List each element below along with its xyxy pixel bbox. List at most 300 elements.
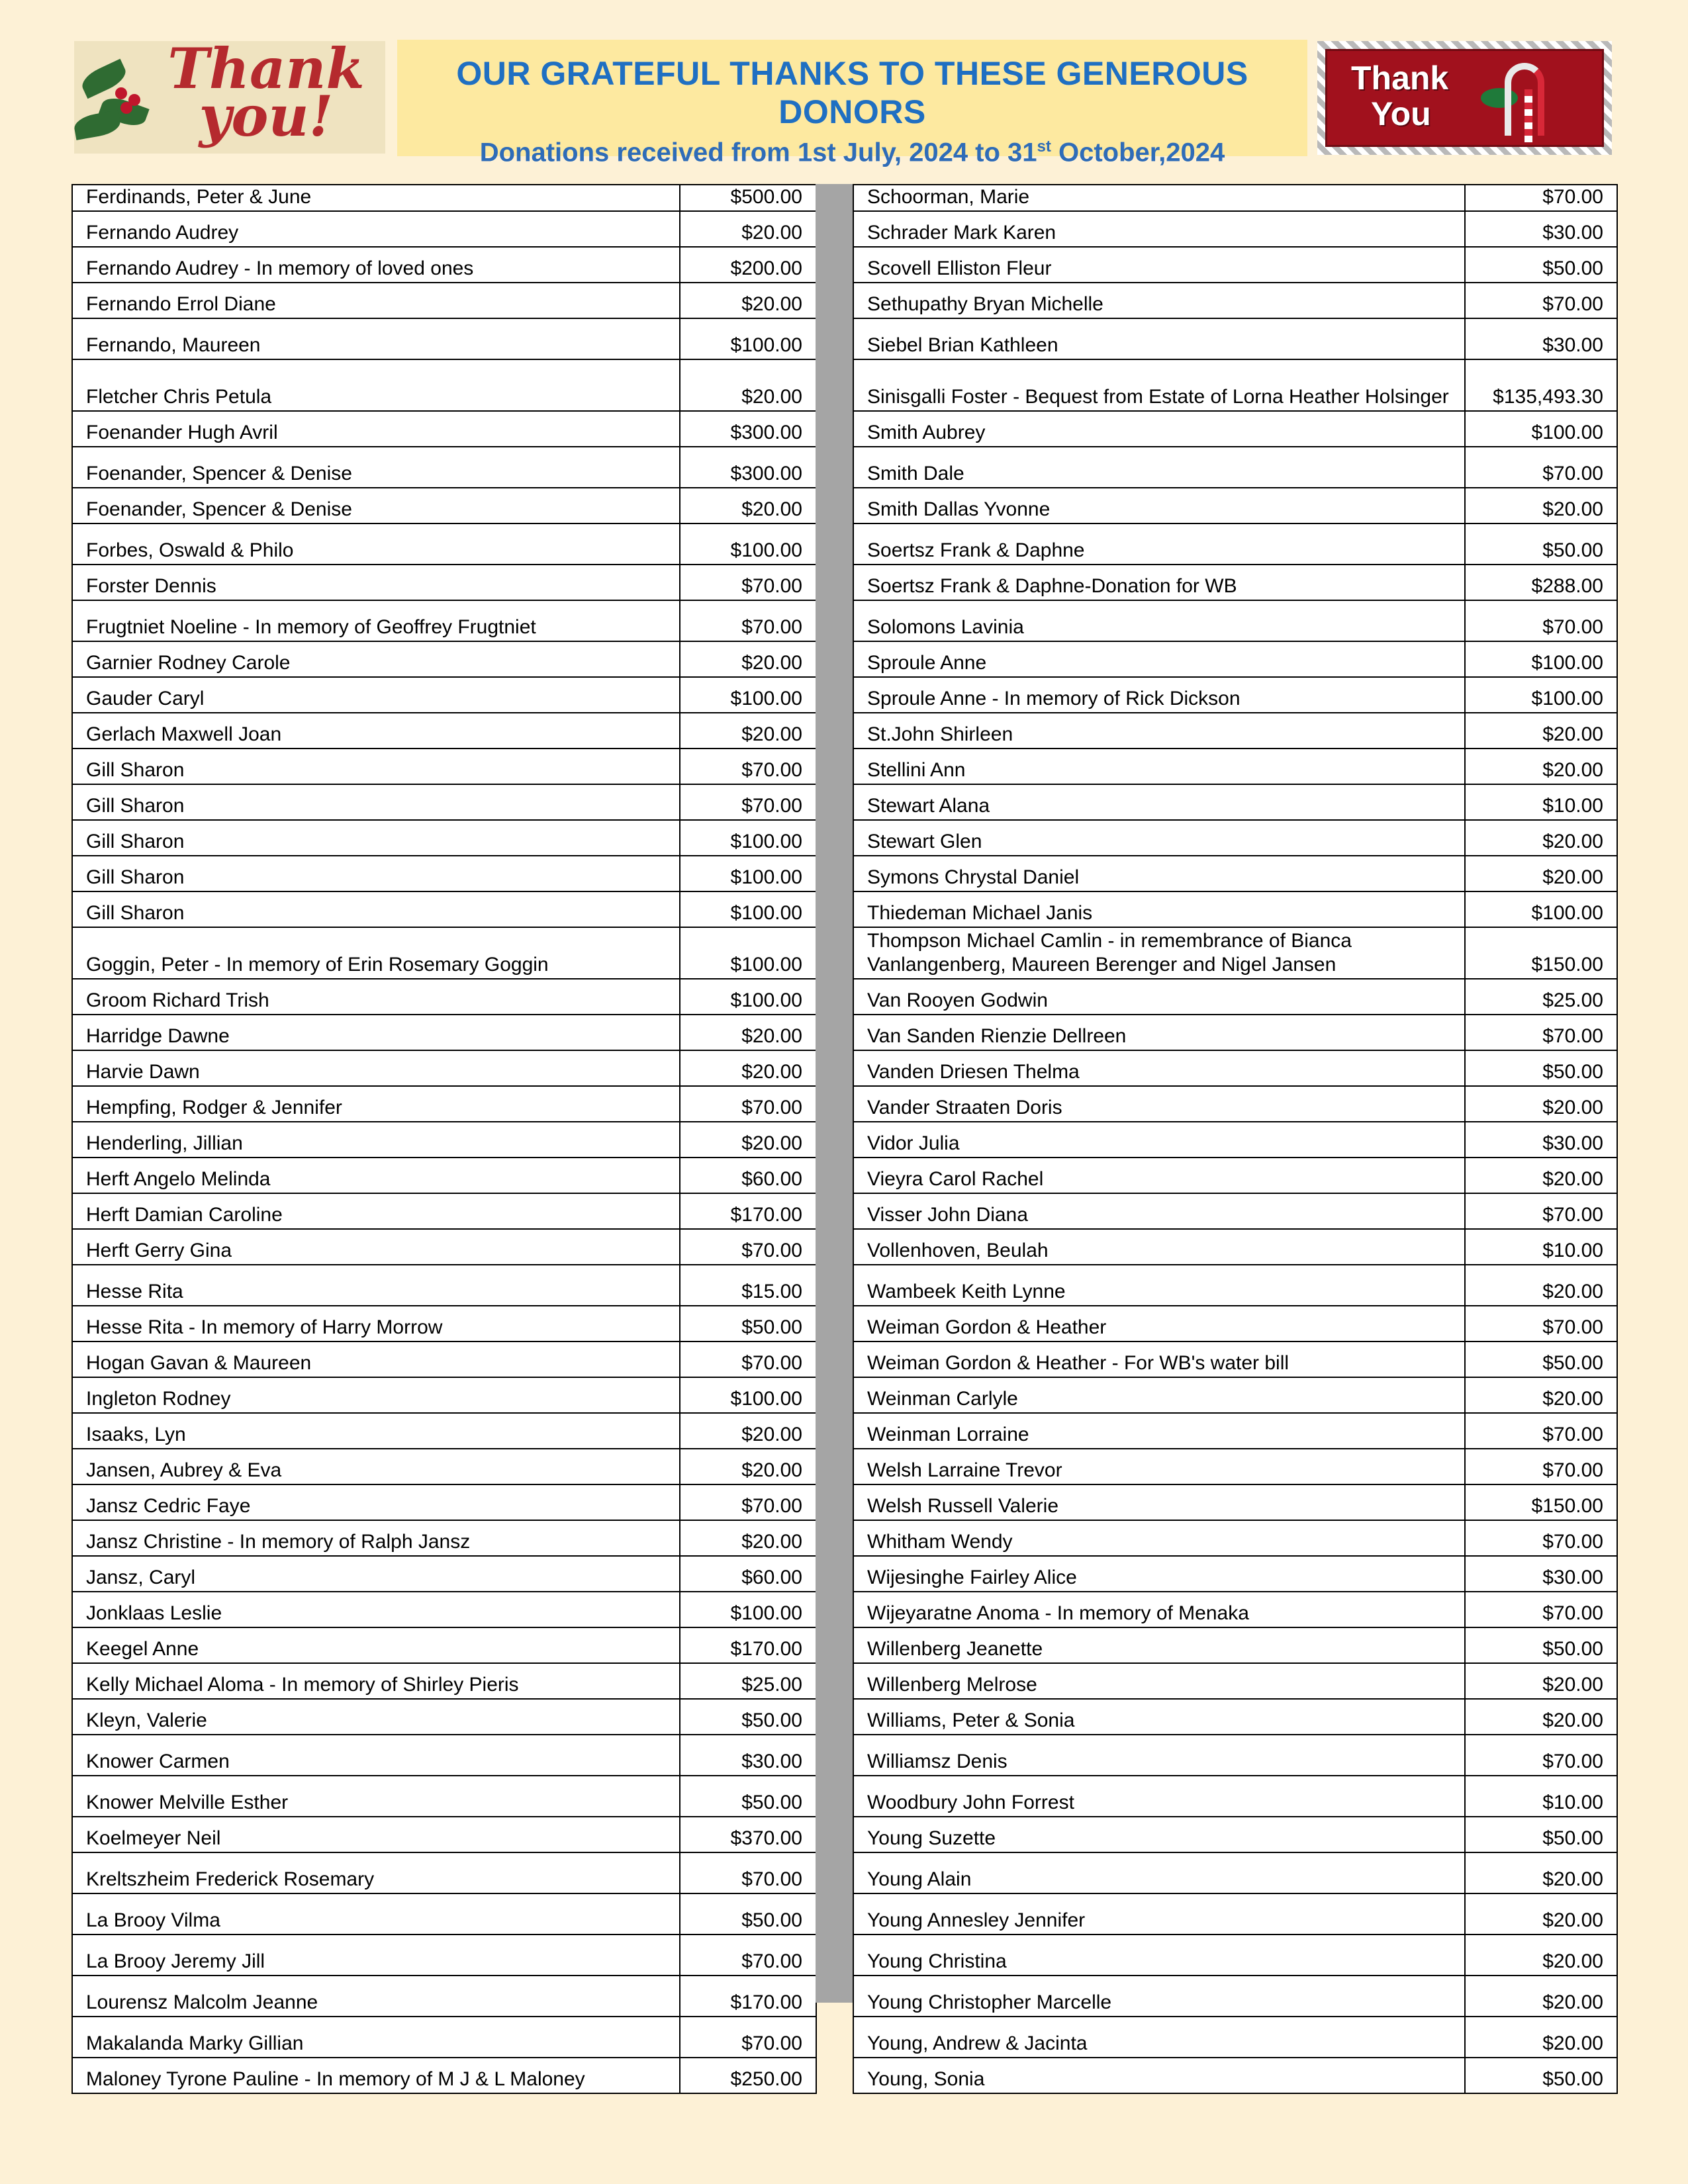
donor-name: Jansz Christine - In memory of Ralph Jansz <box>72 1520 680 1556</box>
donor-row <box>853 247 1617 283</box>
badge-line-2: You <box>1371 95 1431 132</box>
donation-amount: $30.00 <box>1465 1556 1617 1592</box>
donor-name: Schrader Mark Karen <box>853 211 1465 247</box>
donor-name: Soertsz Frank & Daphne-Donation for WB <box>853 565 1465 600</box>
donation-amount: $50.00 <box>680 1306 816 1342</box>
donation-amount: $10.00 <box>1465 784 1617 820</box>
donation-amount: $20.00 <box>1465 1265 1617 1306</box>
donor-row <box>853 2017 1617 2058</box>
donation-amount: $70.00 <box>1465 1592 1617 1627</box>
donation-amount: $70.00 <box>1465 447 1617 488</box>
donation-amount: $20.00 <box>680 283 816 318</box>
donation-amount: $20.00 <box>1465 1663 1617 1699</box>
donor-row <box>72 318 816 359</box>
donor-row <box>72 2058 816 2093</box>
donor-row <box>853 1663 1617 1699</box>
donor-name: Koelmeyer Neil <box>72 1817 680 1852</box>
donor-name: Young Suzette <box>853 1817 1465 1852</box>
donor-row <box>72 1976 816 2017</box>
donor-name: Herft Damian Caroline <box>72 1193 680 1229</box>
donor-row <box>853 211 1617 247</box>
donor-row <box>72 283 816 318</box>
donor-row <box>853 1699 1617 1735</box>
donation-amount: $30.00 <box>680 1735 816 1776</box>
donor-row <box>853 1520 1617 1556</box>
donor-name: Sethupathy Bryan Michelle <box>853 283 1465 318</box>
donation-amount: $20.00 <box>680 1122 816 1158</box>
donor-row <box>853 1556 1617 1592</box>
donor-name: Herft Gerry Gina <box>72 1229 680 1265</box>
donor-name: Schoorman, Marie <box>853 185 1465 211</box>
donor-name: Weinman Carlyle <box>853 1377 1465 1413</box>
donor-name: Hesse Rita <box>72 1265 680 1306</box>
donor-row <box>72 1520 816 1556</box>
donor-row <box>72 565 816 600</box>
donor-name: Knower Melville Esther <box>72 1776 680 1817</box>
donor-name: Kleyn, Valerie <box>72 1699 680 1735</box>
donor-row <box>72 1893 816 1934</box>
donation-amount: $15.00 <box>680 1265 816 1306</box>
donation-amount: $50.00 <box>1465 1817 1617 1852</box>
donation-amount: $70.00 <box>680 600 816 641</box>
donor-name: Fletcher Chris Petula <box>72 359 680 411</box>
donor-row <box>72 185 816 211</box>
donor-row <box>853 1413 1617 1449</box>
donor-row <box>72 1663 816 1699</box>
donor-name: Gill Sharon <box>72 784 680 820</box>
donor-row <box>72 1265 816 1306</box>
donor-row <box>72 600 816 641</box>
donation-amount: $100.00 <box>1465 641 1617 677</box>
donation-amount: $100.00 <box>680 979 816 1015</box>
donation-amount: $70.00 <box>680 784 816 820</box>
donor-row <box>72 856 816 891</box>
donor-row <box>853 1193 1617 1229</box>
donor-row <box>72 1627 816 1663</box>
donor-row <box>853 600 1617 641</box>
donor-row <box>72 927 816 979</box>
donor-row <box>853 856 1617 891</box>
donation-amount: $150.00 <box>1465 1484 1617 1520</box>
donor-row <box>72 1122 816 1158</box>
donation-amount: $70.00 <box>680 1934 816 1976</box>
donor-name: Foenander, Spencer & Denise <box>72 447 680 488</box>
donation-amount: $50.00 <box>1465 523 1617 565</box>
donation-amount: $20.00 <box>1465 1377 1617 1413</box>
donor-name: Hempfing, Rodger & Jennifer <box>72 1086 680 1122</box>
donor-name: Wijesinghe Fairley Alice <box>853 1556 1465 1592</box>
donor-row <box>853 1449 1617 1484</box>
donor-row <box>853 677 1617 713</box>
donation-amount: $100.00 <box>680 318 816 359</box>
donor-row <box>72 1413 816 1449</box>
donation-amount: $20.00 <box>1465 1699 1617 1735</box>
donor-name: Weiman Gordon & Heather - For WB's water bill <box>853 1342 1465 1377</box>
donation-amount: $150.00 <box>1465 927 1617 979</box>
donation-amount: $500.00 <box>680 185 816 211</box>
donation-amount: $170.00 <box>680 1193 816 1229</box>
donor-row <box>853 1229 1617 1265</box>
donor-name: Sinisgalli Foster - Bequest from Estate of Lorna Heather Holsinger <box>853 359 1465 411</box>
donation-amount: $100.00 <box>1465 411 1617 447</box>
donor-row <box>72 891 816 927</box>
donation-amount: $70.00 <box>1465 1449 1617 1484</box>
donor-row <box>853 641 1617 677</box>
donor-name: Gerlach Maxwell Joan <box>72 713 680 749</box>
donor-name: Henderling, Jillian <box>72 1122 680 1158</box>
donation-amount: $70.00 <box>680 1484 816 1520</box>
donation-amount: $70.00 <box>680 1229 816 1265</box>
donor-row <box>72 1193 816 1229</box>
donation-amount: $20.00 <box>1465 820 1617 856</box>
column-divider <box>816 184 853 2003</box>
donor-name: Fernando Audrey <box>72 211 680 247</box>
donation-amount: $70.00 <box>680 1342 816 1377</box>
donor-name: Herft Angelo Melinda <box>72 1158 680 1193</box>
page-subtitle <box>397 138 1307 167</box>
donor-row <box>853 1893 1617 1934</box>
subtitle-suffix: October,2024 <box>1051 138 1225 167</box>
thank-you-script-text: Thank you! <box>167 41 365 149</box>
donation-amount: $20.00 <box>1465 488 1617 523</box>
donation-amount: $10.00 <box>1465 1776 1617 1817</box>
donor-row <box>853 927 1617 979</box>
donation-amount: $20.00 <box>1465 1086 1617 1122</box>
donor-row <box>853 1817 1617 1852</box>
donor-name: Solomons Lavinia <box>853 600 1465 641</box>
donor-name: Thiedeman Michael Janis <box>853 891 1465 927</box>
donor-row <box>72 1306 816 1342</box>
donor-name: St.John Shirleen <box>853 713 1465 749</box>
donor-row <box>853 749 1617 784</box>
donation-amount: $100.00 <box>680 1592 816 1627</box>
donor-name: Smith Aubrey <box>853 411 1465 447</box>
donor-name: Gill Sharon <box>72 856 680 891</box>
donor-row <box>853 1342 1617 1377</box>
donation-amount: $100.00 <box>680 677 816 713</box>
donor-row <box>853 447 1617 488</box>
donation-amount: $250.00 <box>680 2058 816 2093</box>
page-title: OUR GRATEFUL THANKS TO THESE GENEROUS DONORS <box>456 55 1248 130</box>
donor-name: Harvie Dawn <box>72 1050 680 1086</box>
donor-name: Foenander Hugh Avril <box>72 411 680 447</box>
donor-row <box>72 1342 816 1377</box>
donor-name: Williams, Peter & Sonia <box>853 1699 1465 1735</box>
donation-amount: $20.00 <box>680 1413 816 1449</box>
donor-name: Garnier Rodney Carole <box>72 641 680 677</box>
donation-amount: $300.00 <box>680 447 816 488</box>
donor-row <box>853 185 1617 211</box>
donor-name: Kelly Michael Aloma - In memory of Shirley Pieris <box>72 1663 680 1699</box>
header-title-box <box>397 40 1307 167</box>
thank-you-right-logo <box>1317 41 1612 155</box>
donor-row <box>72 1934 816 1976</box>
donation-amount: $70.00 <box>680 1086 816 1122</box>
donor-name: Goggin, Peter - In memory of Erin Rosemary Goggin <box>72 927 680 979</box>
donor-name: Gauder Caryl <box>72 677 680 713</box>
donor-row <box>72 1556 816 1592</box>
donor-row <box>72 1050 816 1086</box>
donation-amount: $70.00 <box>1465 1015 1617 1050</box>
donor-name: Isaaks, Lyn <box>72 1413 680 1449</box>
donor-row <box>853 1484 1617 1520</box>
donor-name: Scovell Elliston Fleur <box>853 247 1465 283</box>
donor-name: Whitham Wendy <box>853 1520 1465 1556</box>
donor-name: Willenberg Jeanette <box>853 1627 1465 1663</box>
donor-row <box>853 2058 1617 2093</box>
donation-amount: $70.00 <box>1465 1413 1617 1449</box>
donor-row <box>853 1122 1617 1158</box>
donor-row <box>72 1592 816 1627</box>
donor-row <box>72 1377 816 1413</box>
donor-name: Foenander, Spencer & Denise <box>72 488 680 523</box>
donor-name: Jonklaas Leslie <box>72 1592 680 1627</box>
donor-name: Gill Sharon <box>72 891 680 927</box>
donor-row <box>72 411 816 447</box>
donor-row <box>72 1484 816 1520</box>
thank-you-badge-text <box>1351 60 1448 132</box>
donation-amount: $50.00 <box>680 1776 816 1817</box>
subtitle-superscript: st <box>1037 138 1051 156</box>
donor-row <box>72 488 816 523</box>
donation-amount: $50.00 <box>680 1893 816 1934</box>
donation-amount: $20.00 <box>680 713 816 749</box>
donation-amount: $70.00 <box>1465 1193 1617 1229</box>
donor-row <box>853 283 1617 318</box>
donor-row <box>853 1627 1617 1663</box>
donor-name: Keegel Anne <box>72 1627 680 1663</box>
donor-row <box>853 979 1617 1015</box>
donor-name: Sproule Anne - In memory of Rick Dickson <box>853 677 1465 713</box>
donor-name: Willenberg Melrose <box>853 1663 1465 1699</box>
donor-name: Fernando, Maureen <box>72 318 680 359</box>
donation-amount: $20.00 <box>1465 1976 1617 2017</box>
donor-row <box>72 359 816 411</box>
donor-name: Thompson Michael Camlin - in remembrance of Bianca Vanlangenberg, Maureen Berenger and Nigel Jansen <box>853 927 1465 979</box>
donor-name: Vidor Julia <box>853 1122 1465 1158</box>
donation-amount: $20.00 <box>680 1520 816 1556</box>
donor-name: Frugtniet Noeline - In memory of Geoffrey Frugtniet <box>72 600 680 641</box>
donor-name: Gill Sharon <box>72 749 680 784</box>
donor-row <box>853 1158 1617 1193</box>
donor-name: Jansz Cedric Faye <box>72 1484 680 1520</box>
donor-row <box>853 359 1617 411</box>
donation-amount: $70.00 <box>1465 283 1617 318</box>
donation-amount: $20.00 <box>680 488 816 523</box>
donation-amount: $50.00 <box>1465 1627 1617 1663</box>
donation-amount: $170.00 <box>680 1976 816 2017</box>
holly-berry-icon <box>120 102 132 114</box>
donor-row <box>72 749 816 784</box>
donation-amount: $370.00 <box>680 1817 816 1852</box>
donor-name: Groom Richard Trish <box>72 979 680 1015</box>
donor-row <box>853 1852 1617 1893</box>
donation-amount: $30.00 <box>1465 1122 1617 1158</box>
donation-amount: $20.00 <box>680 1050 816 1086</box>
donor-name: La Brooy Vilma <box>72 1893 680 1934</box>
donor-row <box>853 891 1617 927</box>
donation-amount: $70.00 <box>680 2017 816 2058</box>
donor-name: Young Christopher Marcelle <box>853 1976 1465 2017</box>
donor-name: Young, Sonia <box>853 2058 1465 2093</box>
donor-name: Smith Dallas Yvonne <box>853 488 1465 523</box>
donor-row <box>72 523 816 565</box>
donor-row <box>853 713 1617 749</box>
donor-name: Welsh Larraine Trevor <box>853 1449 1465 1484</box>
donor-name: Visser John Diana <box>853 1193 1465 1229</box>
donor-row <box>853 523 1617 565</box>
donation-amount: $70.00 <box>1465 600 1617 641</box>
donation-amount: $100.00 <box>1465 891 1617 927</box>
donation-amount: $100.00 <box>680 856 816 891</box>
donation-amount: $20.00 <box>680 1015 816 1050</box>
donation-amount: $50.00 <box>1465 1050 1617 1086</box>
donation-amount: $30.00 <box>1465 318 1617 359</box>
donation-amount: $100.00 <box>680 1377 816 1413</box>
donor-name: Young Annesley Jennifer <box>853 1893 1465 1934</box>
donor-row <box>72 1776 816 1817</box>
donor-name: Vollenhoven, Beulah <box>853 1229 1465 1265</box>
donor-name: Williamsz Denis <box>853 1735 1465 1776</box>
donor-name: Young Alain <box>853 1852 1465 1893</box>
donor-name: Symons Chrystal Daniel <box>853 856 1465 891</box>
donor-name: Vieyra Carol Rachel <box>853 1158 1465 1193</box>
donor-row <box>72 447 816 488</box>
holly-leaf-icon <box>74 110 122 140</box>
donor-name: Stewart Alana <box>853 784 1465 820</box>
donor-row <box>72 1229 816 1265</box>
donation-amount: $100.00 <box>680 927 816 979</box>
donation-amount: $100.00 <box>680 891 816 927</box>
donor-name: Wijeyaratne Anoma - In memory of Menaka <box>853 1592 1465 1627</box>
donor-row <box>72 784 816 820</box>
donor-row <box>72 979 816 1015</box>
donation-amount: $50.00 <box>1465 2058 1617 2093</box>
donor-row <box>853 1050 1617 1086</box>
donor-row <box>72 1158 816 1193</box>
donation-amount: $25.00 <box>680 1663 816 1699</box>
donor-name: Jansz, Caryl <box>72 1556 680 1592</box>
donor-row <box>72 1086 816 1122</box>
donation-amount: $20.00 <box>1465 749 1617 784</box>
donation-amount: $20.00 <box>680 1449 816 1484</box>
donor-name: Vander Straaten Doris <box>853 1086 1465 1122</box>
donor-name: Stellini Ann <box>853 749 1465 784</box>
donor-name: Young Christina <box>853 1934 1465 1976</box>
donation-amount: $20.00 <box>1465 1158 1617 1193</box>
donor-name: Wambeek Keith Lynne <box>853 1265 1465 1306</box>
donation-amount: $20.00 <box>680 359 816 411</box>
donor-name: La Brooy Jeremy Jill <box>72 1934 680 1976</box>
donation-amount: $60.00 <box>680 1158 816 1193</box>
donor-name: Fernando Audrey - In memory of loved ones <box>72 247 680 283</box>
donor-row <box>72 713 816 749</box>
donor-name: Forbes, Oswald & Philo <box>72 523 680 565</box>
donor-table-right <box>853 184 1618 2094</box>
donor-name: Young, Andrew & Jacinta <box>853 2017 1465 2058</box>
donor-row <box>72 247 816 283</box>
donor-name: Makalanda Marky Gillian <box>72 2017 680 2058</box>
donor-name: Weinman Lorraine <box>853 1413 1465 1449</box>
subtitle-prefix: Donations received from 1st July, 2024 to 31 <box>479 138 1037 167</box>
donor-name: Hesse Rita - In memory of Harry Morrow <box>72 1306 680 1342</box>
donor-name: Fernando Errol Diane <box>72 283 680 318</box>
donor-row <box>853 565 1617 600</box>
donor-name: Sproule Anne <box>853 641 1465 677</box>
donor-row <box>853 411 1617 447</box>
donor-row <box>72 1817 816 1852</box>
donor-row <box>853 784 1617 820</box>
donor-name: Gill Sharon <box>72 820 680 856</box>
donation-amount: $70.00 <box>680 1852 816 1893</box>
holly-berry-icon <box>115 87 127 99</box>
candy-cane-stem-icon <box>1524 89 1532 142</box>
donation-amount: $20.00 <box>1465 1893 1617 1934</box>
donation-amount: $20.00 <box>680 211 816 247</box>
donor-name: Hogan Gavan & Maureen <box>72 1342 680 1377</box>
donor-name: Ferdinands, Peter & June <box>72 185 680 211</box>
donor-name: Siebel Brian Kathleen <box>853 318 1465 359</box>
donation-amount: $100.00 <box>680 523 816 565</box>
donor-row <box>853 1015 1617 1050</box>
donor-row <box>853 1377 1617 1413</box>
donor-name: Soertsz Frank & Daphne <box>853 523 1465 565</box>
donor-name: Kreltszheim Frederick Rosemary <box>72 1852 680 1893</box>
donation-amount: $20.00 <box>1465 1934 1617 1976</box>
donation-amount: $50.00 <box>1465 1342 1617 1377</box>
donor-name: Vanden Driesen Thelma <box>853 1050 1465 1086</box>
donor-row <box>72 1735 816 1776</box>
donor-name: Maloney Tyrone Pauline - In memory of M J & L Maloney <box>72 2058 680 2093</box>
donor-row <box>72 1852 816 1893</box>
donation-amount: $20.00 <box>1465 713 1617 749</box>
donor-name: Stewart Glen <box>853 820 1465 856</box>
donation-amount: $20.00 <box>680 641 816 677</box>
donor-name: Harridge Dawne <box>72 1015 680 1050</box>
donation-amount: $20.00 <box>1465 856 1617 891</box>
donation-amount: $10.00 <box>1465 1229 1617 1265</box>
donation-amount: $100.00 <box>680 820 816 856</box>
donation-amount: $70.00 <box>1465 185 1617 211</box>
donation-amount: $30.00 <box>1465 211 1617 247</box>
donor-row <box>72 820 816 856</box>
donation-amount: $170.00 <box>680 1627 816 1663</box>
donor-row <box>72 211 816 247</box>
donor-name: Lourensz Malcolm Jeanne <box>72 1976 680 2017</box>
donation-amount: $70.00 <box>1465 1735 1617 1776</box>
donation-amount: $288.00 <box>1465 565 1617 600</box>
donor-name: Knower Carmen <box>72 1735 680 1776</box>
donor-row <box>72 1015 816 1050</box>
donor-row <box>853 1934 1617 1976</box>
donation-amount: $70.00 <box>680 565 816 600</box>
thank-you-left-logo <box>74 41 385 154</box>
donation-amount: $70.00 <box>1465 1306 1617 1342</box>
donor-row <box>853 1306 1617 1342</box>
donor-row <box>853 1976 1617 2017</box>
donor-row <box>72 677 816 713</box>
donor-row <box>853 1265 1617 1306</box>
donation-amount: $50.00 <box>1465 247 1617 283</box>
donor-table-left <box>71 184 817 2094</box>
donation-amount: $70.00 <box>680 749 816 784</box>
donor-name: Welsh Russell Valerie <box>853 1484 1465 1520</box>
donation-amount: $25.00 <box>1465 979 1617 1015</box>
donor-name: Van Rooyen Godwin <box>853 979 1465 1015</box>
donation-amount: $50.00 <box>680 1699 816 1735</box>
badge-line-1: Thank <box>1351 60 1449 97</box>
donor-row <box>853 1086 1617 1122</box>
